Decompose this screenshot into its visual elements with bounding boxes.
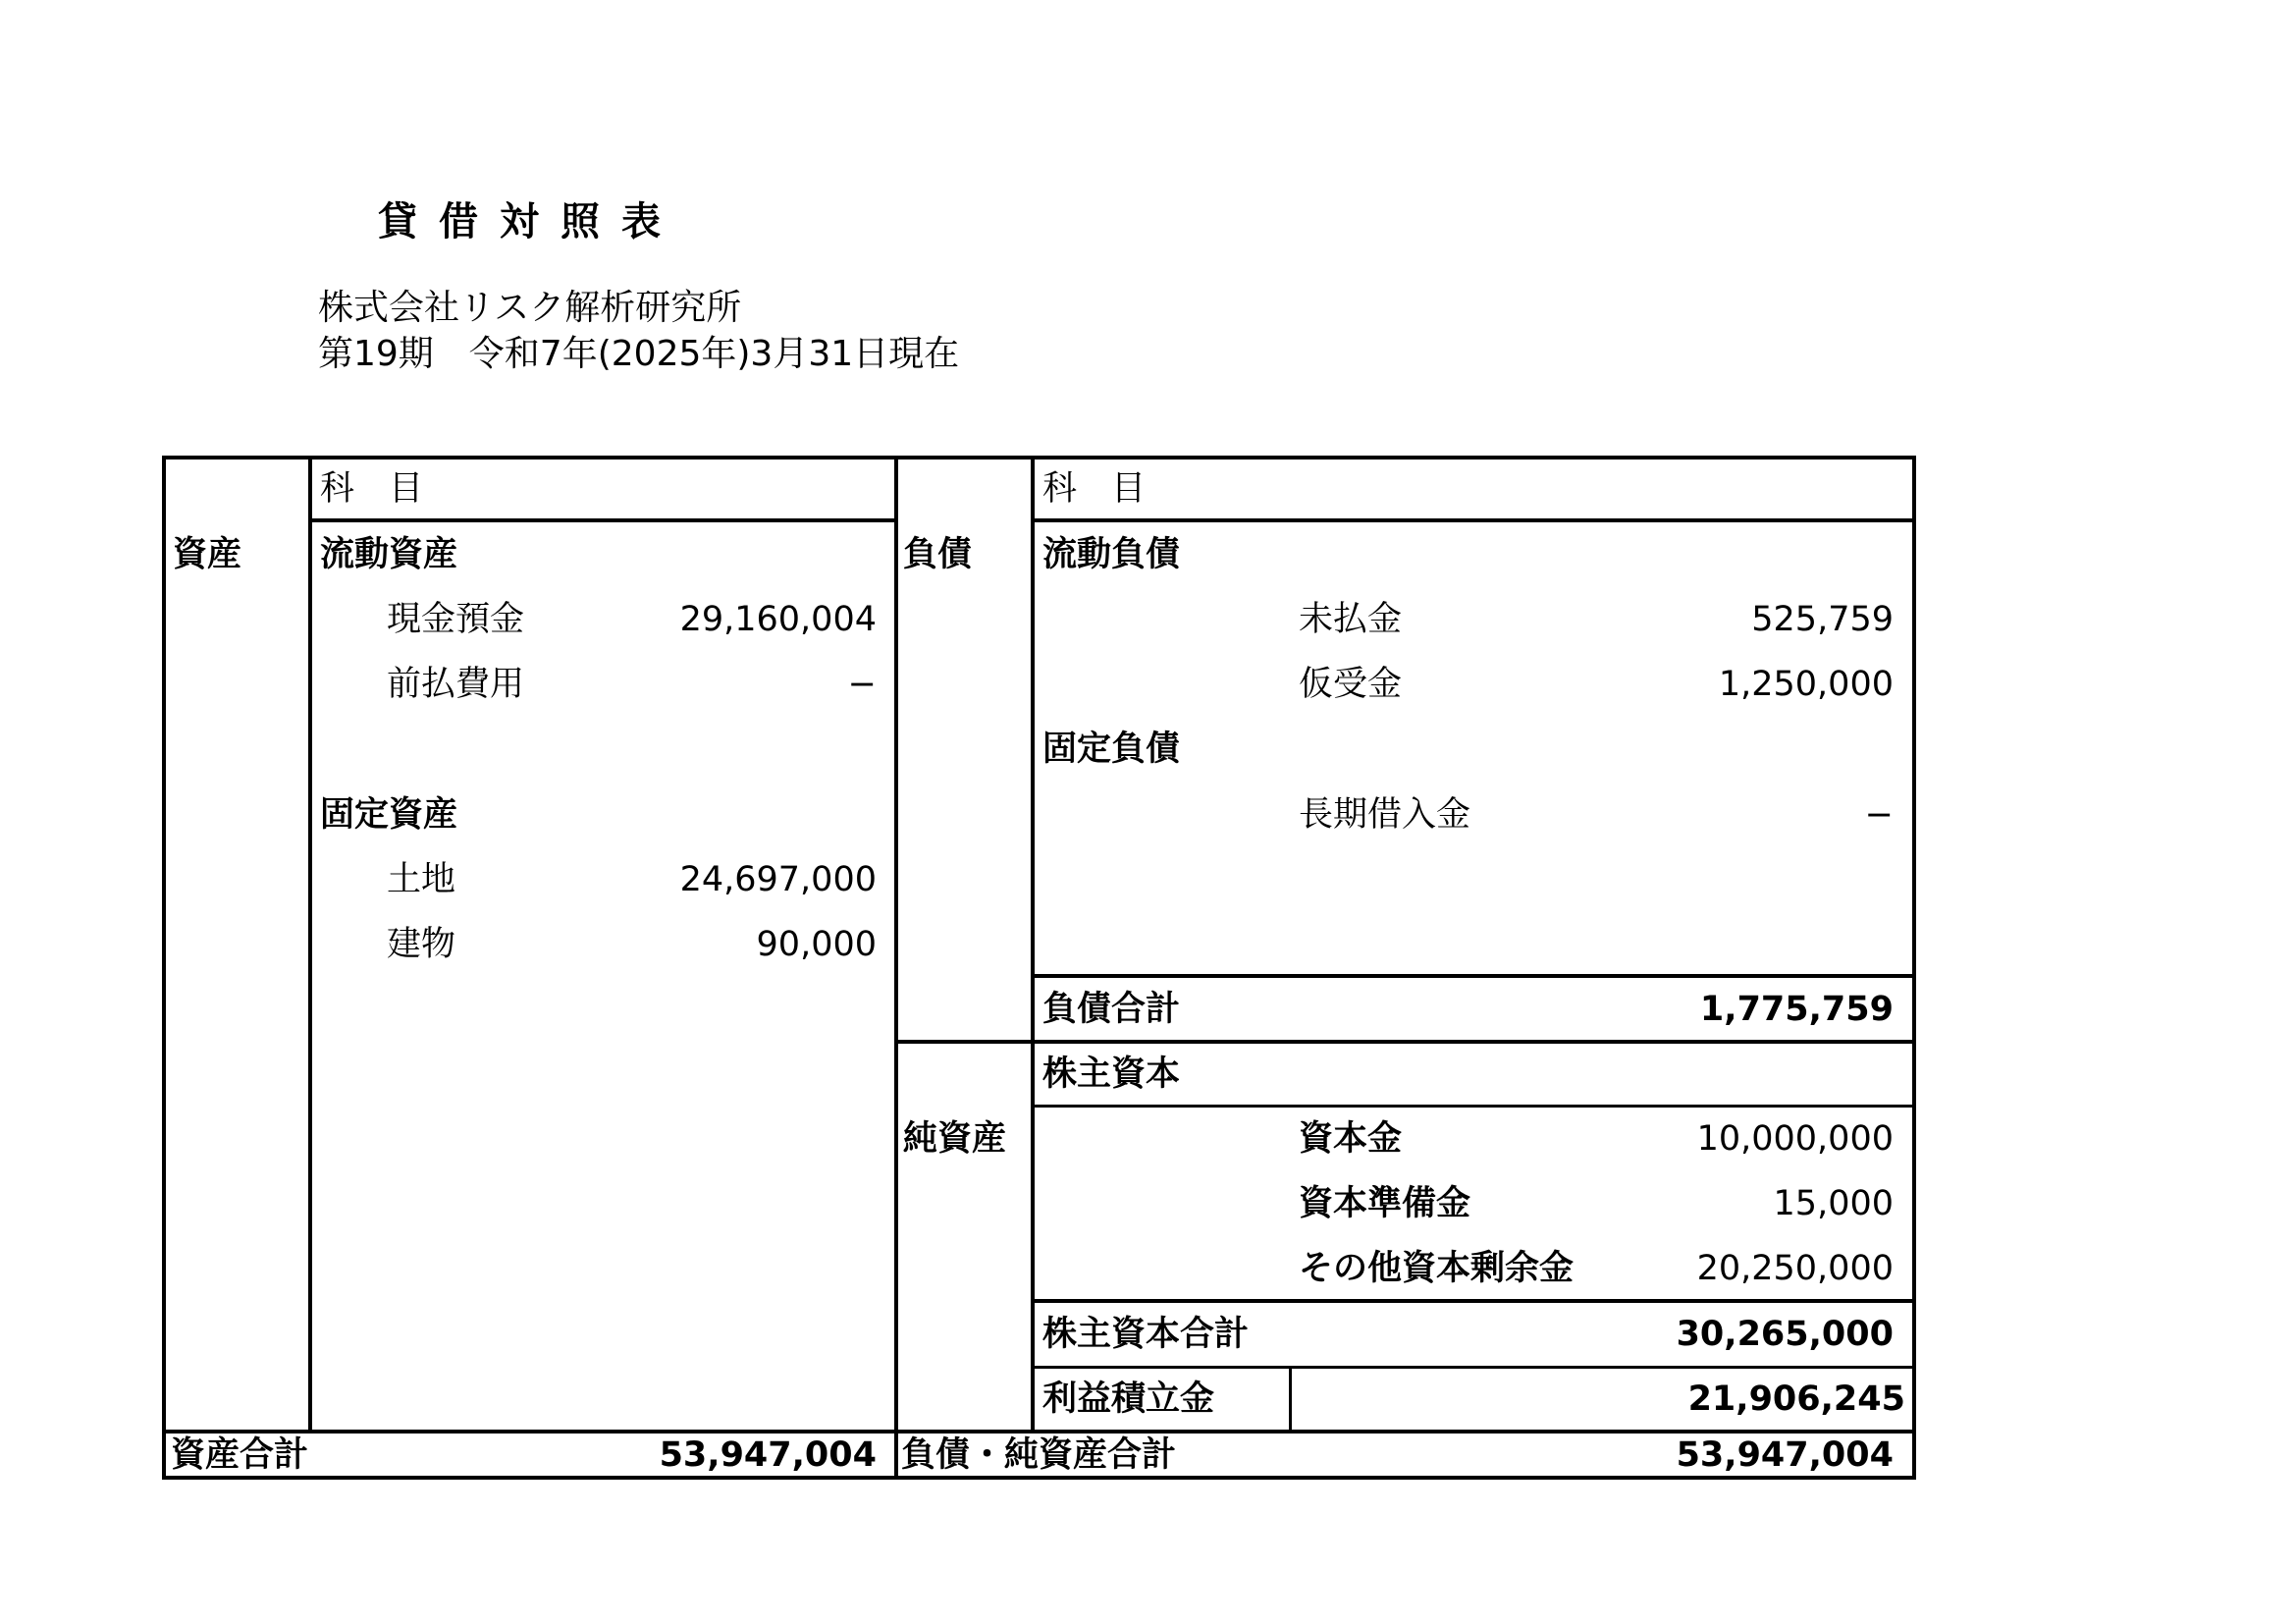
equity-item-name: その他資本剰余金 xyxy=(1299,1249,1575,1288)
document-title: 貸借対照表 xyxy=(378,199,682,244)
asset-item-amount: − xyxy=(847,665,877,704)
company-name: 株式会社リスク解析研究所 xyxy=(318,288,742,328)
retained-earnings-label: 利益積立金 xyxy=(1042,1380,1215,1419)
column-header-left: 科 目 xyxy=(320,469,424,509)
equity-item-amount: 20,250,000 xyxy=(1696,1249,1894,1288)
asset-item-name: 前払費用 xyxy=(387,665,525,704)
liabilities-total-amount: 1,775,759 xyxy=(1699,990,1894,1029)
liabilities-total-top-line xyxy=(1031,974,1916,978)
asset-item-amount: 29,160,004 xyxy=(679,600,877,639)
equity-total-top-line xyxy=(1031,1299,1916,1303)
equity-header-line xyxy=(1031,1105,1916,1108)
assets-section-label: 資産 xyxy=(173,535,242,574)
equity-total-amount: 30,265,000 xyxy=(1676,1315,1894,1354)
header-row-left-line xyxy=(308,518,898,522)
column-header-right: 科 目 xyxy=(1042,469,1147,509)
current-assets-label: 流動資産 xyxy=(320,535,458,574)
table-border-right xyxy=(1912,456,1916,1480)
liability-item-name: 長期借入金 xyxy=(1299,795,1471,835)
equity-item-name: 資本金 xyxy=(1299,1119,1403,1159)
asset-item-amount: 24,697,000 xyxy=(679,860,877,899)
current-liabilities-label: 流動負債 xyxy=(1042,535,1181,574)
grand-total-label: 負債・純資産合計 xyxy=(901,1435,1177,1475)
equity-total-label: 株主資本合計 xyxy=(1042,1315,1250,1354)
liabilities-section-label: 負債 xyxy=(903,535,973,574)
divider-assets-label xyxy=(308,456,312,1433)
asset-item-name: 現金預金 xyxy=(387,600,525,639)
divider-retained xyxy=(1289,1368,1292,1433)
net-assets-section-label: 純資産 xyxy=(903,1119,1007,1159)
assets-total-amount: 53,947,004 xyxy=(659,1435,877,1475)
table-border-top xyxy=(162,456,1916,460)
liability-item-amount: − xyxy=(1864,795,1894,835)
fiscal-period: 第19期 令和7年(2025年)3月31日現在 xyxy=(318,334,960,374)
retained-top-line xyxy=(1031,1366,1916,1369)
liability-item-amount: 1,250,000 xyxy=(1718,665,1894,704)
equity-label: 株主資本 xyxy=(1042,1055,1181,1094)
asset-item-amount: 90,000 xyxy=(756,925,877,964)
equity-item-name: 資本準備金 xyxy=(1299,1184,1471,1223)
asset-item-name: 建物 xyxy=(387,925,456,964)
grand-total-amount: 53,947,004 xyxy=(1676,1435,1894,1475)
fixed-assets-label: 固定資産 xyxy=(320,795,458,835)
liability-item-name: 仮受金 xyxy=(1299,665,1403,704)
header-row-right-line xyxy=(1031,518,1916,522)
equity-item-amount: 15,000 xyxy=(1773,1184,1894,1223)
divider-liabilities-label xyxy=(1031,456,1035,1433)
assets-total-label: 資産合計 xyxy=(171,1435,309,1475)
table-border-left xyxy=(162,456,166,1480)
retained-earnings-amount: 21,906,245 xyxy=(1687,1380,1905,1419)
net-assets-top-line xyxy=(894,1040,1916,1044)
liabilities-total-label: 負債合計 xyxy=(1042,990,1181,1029)
fixed-liabilities-label: 固定負債 xyxy=(1042,730,1181,769)
equity-item-amount: 10,000,000 xyxy=(1696,1119,1894,1159)
liability-item-amount: 525,759 xyxy=(1751,600,1894,639)
divider-center xyxy=(894,456,898,1480)
liability-item-name: 未払金 xyxy=(1299,600,1403,639)
asset-item-name: 土地 xyxy=(387,860,456,899)
